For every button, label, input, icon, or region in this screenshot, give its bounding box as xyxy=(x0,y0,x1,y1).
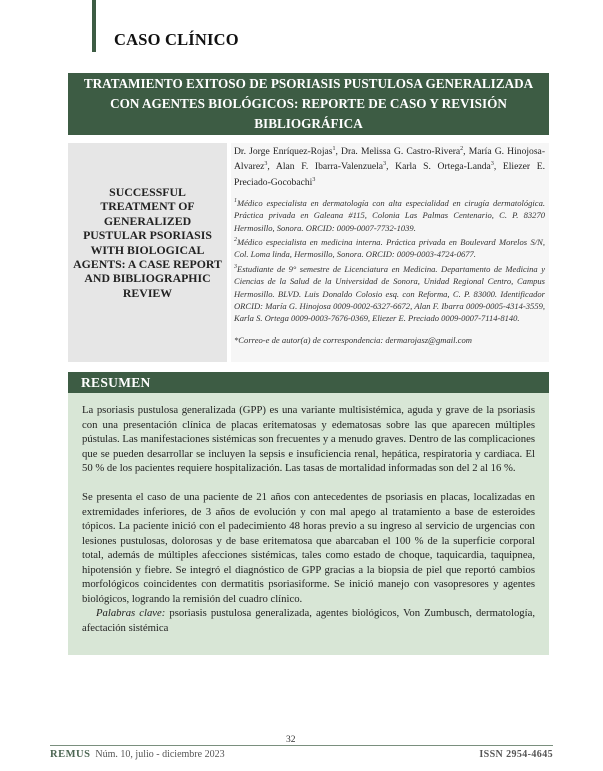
correspondence-email: *Correo-e de autor(a) de correspondencia: dermarojasz@gmail.com xyxy=(234,334,472,345)
article-title: TRATAMIENTO EXITOSO DE PSORIASIS PUSTULOSA GENERALIZADA CON AGENTES BIOLÓGICOS: REPORTE DE CASO Y REVISIÓN BIBLIOGRÁFICA xyxy=(68,73,549,135)
abstract-keywords xyxy=(82,606,535,635)
abstract-paragraph: Se presenta el caso de una paciente de 21 años con antecedentes de psoriasis en placas, localizadas en extremidades inferiores, de 3 años de evolución y con mal apego al tratamiento a base de esteroides tópicos. La paciente inició con el padecimiento 48 horas previo a su ingreso al servicio de urgencias con lesiones pustulosas, dolorosas y de base eritematosa que abarcaban el 100 % de la superficie corporal total, además de múltiples afecciones sistémicas, tales como estado de choque, taquicardia, taquipnea, hipotensión y fiebre. Se integró el diagnóstico de GPP gracias a la biopsia de piel que reportó cambios morfológicos coincidentes con dermatitis psoriasiforme. Se inició manejo con vasopresores y agentes biológicos, logrando la remisión del cuadro clínico. xyxy=(82,491,535,605)
affiliation-item: $^1$Médico especialista en dermatología con alta especialidad en cirugía dermatológica. Práctica privada en Galeana #115, Colonia Las Palmas Centenario, C. P. 83270 Hermosillo, Sonora. ORCID: 0009-0007-7732-1039. xyxy=(234,198,545,233)
section-label: CASO CLÍNICO xyxy=(114,30,239,49)
section-accent-bar xyxy=(92,0,96,52)
issn: ISSN 2954-4645 xyxy=(479,749,553,760)
journal-issue: Núm. 10, julio - diciembre 2023 xyxy=(95,749,225,760)
author-name: Eliezer E. Preciado-Gocobachi xyxy=(234,161,545,188)
english-title: SUCCESSFUL TREATMENT OF GENERALIZED PUSTULAR PSORIASIS WITH BIOLOGICAL AGENTS: A CASE REPORT AND BIBLIOGRAPHIC REVIEW xyxy=(73,185,222,300)
abstract-heading: RESUMEN xyxy=(68,372,549,393)
affiliation-item: $^2$Médico especialista en medicina interna. Práctica privada en Boulevard Morelos S/N, Col. Loma linda, Hermosillo, Sonora. ORCID: 0009-0003-4724-0677. xyxy=(234,237,545,260)
affiliation-list xyxy=(234,195,545,325)
author-info-panel xyxy=(231,143,549,362)
abstract-body xyxy=(68,393,549,655)
author-name: Karla S. Ortega-Landa xyxy=(395,161,491,173)
journal-name: REMUS xyxy=(50,749,91,760)
author-name: Dr. Jorge Enríquez-Rojas xyxy=(234,146,333,158)
author-name: María G. Hinojosa-Alvarez xyxy=(234,146,546,173)
english-title-panel xyxy=(68,143,227,362)
author-list: Dr. Jorge Enríquez-Rojas$^1$, Dra. Melissa G. Castro-Rivera$^2$, María G. Hinojosa-Alvarez$^3$, Alan F. Ibarra-Valenzuela$^3$, Karla S. Ortega-Landa$^3$, Eliezer E. Preciado-Gocobachi$^3$ xyxy=(234,146,546,188)
page-number: 32 xyxy=(286,735,296,745)
abstract-paragraph: La psoriasis pustulosa generalizada (GPP) es una variante multisistémica, aguda y grave de la psoriasis con una presentación clínica de placas eritematosas y edematosas sobre las que aparecen múltiples pústulas. Las manifestaciones sistémicas son frecuentes y a menudo graves. Dentro de las complicaciones que se pueden desarrollar se incluyen la sepsis e insuficiencia renal, hepática, respiratoria y cardiaca. El 50 % de los pacientes requiere hospitalización. Las tasas de mortalidad informadas son del 2 al 16 %. xyxy=(82,404,535,474)
keywords-label: Palabras clave: xyxy=(96,607,166,619)
author-name: Alan F. Ibarra-Valenzuela xyxy=(275,161,384,173)
author-name: Dra. Melissa G. Castro-Rivera xyxy=(341,146,461,158)
footer-journal xyxy=(50,749,225,760)
keywords-text: psoriasis pustulosa generalizada, agentes biológicos, Von Zumbusch, dermatología, afectación sistémica xyxy=(82,607,536,634)
affiliation-item: $^3$Estudiante de 9° semestre de Licenciatura en Medicina. Departamento de Medicina y Ciencias de la Salud de la Universidad de Sonora, Unidad Regional Centro, Campus Hermosillo. BLVD. Luis Donaldo Colosio esq. con Reforma, C. P. 83000. Identificador ORCID: María G. Hinojosa 0009-0002-6327-6672, Alan F. Ibarra 0009-0005-4314-3559, Karla S. Ortega 0009-0003-7676-0369, Eliezer E. Preciado 0009-0007-7114-8140. xyxy=(234,263,545,324)
footer-divider xyxy=(50,745,553,746)
